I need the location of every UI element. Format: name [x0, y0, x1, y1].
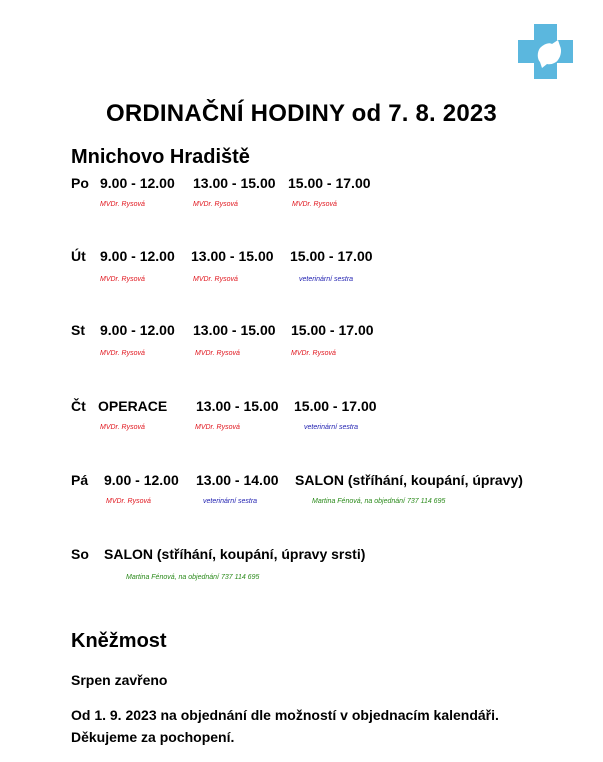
staff-note-3: MVDr. Rysová — [292, 201, 337, 208]
staff-note-1: MVDr. Rysová — [100, 201, 145, 208]
staff-note-3: MVDr. Rysová — [291, 350, 336, 357]
day-label: So — [71, 546, 89, 562]
staff-note-2: MVDr. Rysová — [195, 424, 240, 431]
info-text-line-2: Děkujeme za pochopení. — [71, 729, 235, 745]
time-slot-3: 15.00 - 17.00 — [290, 248, 373, 264]
info-text-line-1: Od 1. 9. 2023 na objednání dle možností v objednacím kalendáři. — [71, 707, 499, 723]
time-slot-2: 13.00 - 15.00 — [193, 322, 276, 338]
time-slot-1: 9.00 - 12.00 — [100, 322, 175, 338]
staff-note-1: MVDr. Rysová — [106, 498, 151, 505]
time-slot-2: 13.00 - 15.00 — [193, 175, 276, 191]
staff-note-1: MVDr. Rysová — [100, 276, 145, 283]
staff-note-2: MVDr. Rysová — [195, 350, 240, 357]
staff-note-1: MVDr. Rysová — [100, 350, 145, 357]
location-heading-knezmost: Kněžmost — [71, 630, 167, 652]
time-slot-3: 15.00 - 17.00 — [288, 175, 371, 191]
staff-note-3: veterinární sestra — [299, 276, 354, 283]
day-label: Čt — [71, 398, 86, 414]
time-slot-1: OPERACE — [98, 398, 168, 414]
closed-notice: Srpen zavřeno — [71, 672, 168, 688]
time-slot-3: 15.00 - 17.00 — [291, 322, 374, 338]
clinic-cross-dog-logo-icon — [518, 24, 573, 79]
staff-note-2: MVDr. Rysová — [193, 276, 238, 283]
time-slot-1: 9.00 - 12.00 — [100, 175, 175, 191]
staff-note-3: veterinární sestra — [304, 424, 359, 431]
day-label: St — [71, 322, 85, 338]
staff-note-2: veterinární sestra — [203, 498, 258, 505]
time-slot-2: 13.00 - 15.00 — [191, 248, 274, 264]
staff-note-1: Martina Fénová, na objednání 737 114 695 — [126, 574, 260, 581]
time-slot-1: SALON (stříhání, koupání, úpravy srsti) — [104, 546, 366, 562]
time-slot-1: 9.00 - 12.00 — [104, 472, 179, 488]
day-label: Po — [71, 175, 89, 191]
staff-note-1: MVDr. Rysová — [100, 424, 145, 431]
time-slot-3: SALON (stříhání, koupání, úpravy) — [295, 472, 523, 488]
time-slot-3: 15.00 - 17.00 — [294, 398, 377, 414]
page-title: ORDINAČNÍ HODINY od 7. 8. 2023 — [106, 100, 497, 127]
time-slot-2: 13.00 - 15.00 — [196, 398, 279, 414]
time-slot-2: 13.00 - 14.00 — [196, 472, 279, 488]
day-label: Pá — [71, 472, 89, 488]
location-heading-mnichovo-hradiste: Mnichovo Hradiště — [71, 146, 250, 168]
day-label: Út — [71, 248, 86, 264]
staff-note-3: Martina Fénová, na objednání 737 114 695 — [312, 498, 446, 505]
staff-note-2: MVDr. Rysová — [193, 201, 238, 208]
time-slot-1: 9.00 - 12.00 — [100, 248, 175, 264]
